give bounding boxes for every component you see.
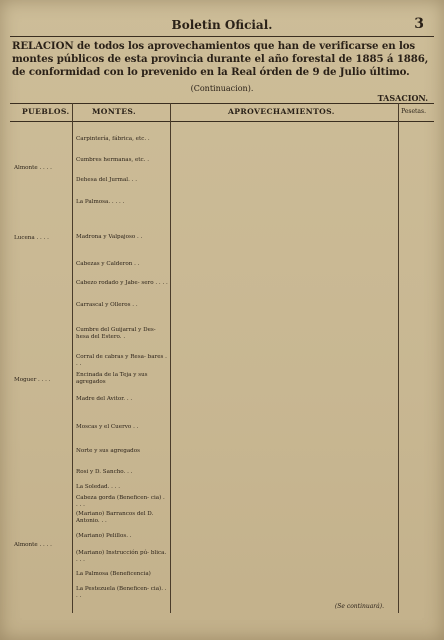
monte-label: Madrona y Valpajoso . .: [76, 234, 143, 240]
monte-label: La Soledad. . . .: [76, 484, 121, 490]
monte-label: Madre del Avitor. . .: [76, 396, 133, 402]
header-rule: [10, 36, 434, 37]
monte-label: La Palmosa. . . . .: [76, 199, 125, 205]
monte-label: Cabezas y Calderon . .: [76, 261, 140, 267]
monte-label: Corral de cabras y Resa- bares . . .: [76, 354, 167, 367]
tasacion-header: TASACION.: [377, 93, 428, 103]
monte-label: Norte y sus agregados: [76, 448, 140, 454]
col-aprovechamientos: APROVECHAMIENTOS.: [228, 107, 335, 116]
monte-label: Rosi y D. Sancho. . .: [76, 469, 133, 475]
monte-label: Cabeza gorda (Beneficen- cia) . . . .: [76, 495, 165, 508]
col-divider: [398, 103, 399, 613]
monte-label: Cumbre del Guijarral y Des- hesa del Estero. .: [76, 327, 156, 340]
monte-label: La Palmosa (Beneficencia): [76, 571, 151, 577]
intro-paragraph: RELACION de todos los aprovechamientos que han de verificarse en los montes públicos de esta provincia durante el año forestal de 1885 á 1886, de conformidad con lo prevenido en la Real órden de 9 de Julio último.: [12, 40, 429, 78]
pueblo-label: Lucena . . . .: [14, 235, 49, 241]
monte-label: (Mariano) Pelillos. .: [76, 533, 132, 539]
monte-label: (Mariano) Instrucción pú- blica. . . .: [76, 550, 167, 563]
col-divider: [72, 103, 73, 613]
newspaper-title: Boletin Oficial.: [171, 18, 273, 32]
col-divider: [170, 103, 171, 613]
monte-label: (Mariano) Barrancos del D. Antonio. . .: [76, 511, 154, 524]
monte-label: Cabezo rodado y Jabe- sero . . . .: [76, 280, 168, 286]
monte-label: Encinada de la Teja y sus agregados: [76, 372, 148, 385]
col-pueblos: PUEBLOS.: [22, 107, 70, 116]
pueblo-label: Almonte . . . .: [14, 542, 52, 548]
pueblo-label: Moguer . . . .: [14, 377, 51, 383]
pueblo-label: Almonte . . . .: [14, 165, 52, 171]
continuation-note: (Continuacion).: [190, 84, 254, 93]
monte-label: Carrascal y Olleros . .: [76, 302, 138, 308]
monte-label: Dehesa del Jurmal. . .: [76, 177, 137, 183]
monte-label: Moscas y el Cuervo . .: [76, 424, 139, 430]
monte-label: Cumbres hermanas, etc. .: [76, 157, 150, 163]
page-header: [0, 18, 444, 34]
col-pesetas: Pesetas.: [401, 108, 426, 115]
table-header-rule: [10, 121, 434, 122]
footer-note: (Se continuará).: [334, 603, 384, 610]
page-number: 3: [414, 16, 424, 32]
table-top-rule: [10, 103, 434, 104]
monte-label: Carpintería, fábrica, etc. .: [76, 136, 150, 142]
monte-label: La Pestezuela (Beneficen- cia). . . .: [76, 586, 167, 599]
col-montes: MONTES.: [92, 107, 137, 116]
